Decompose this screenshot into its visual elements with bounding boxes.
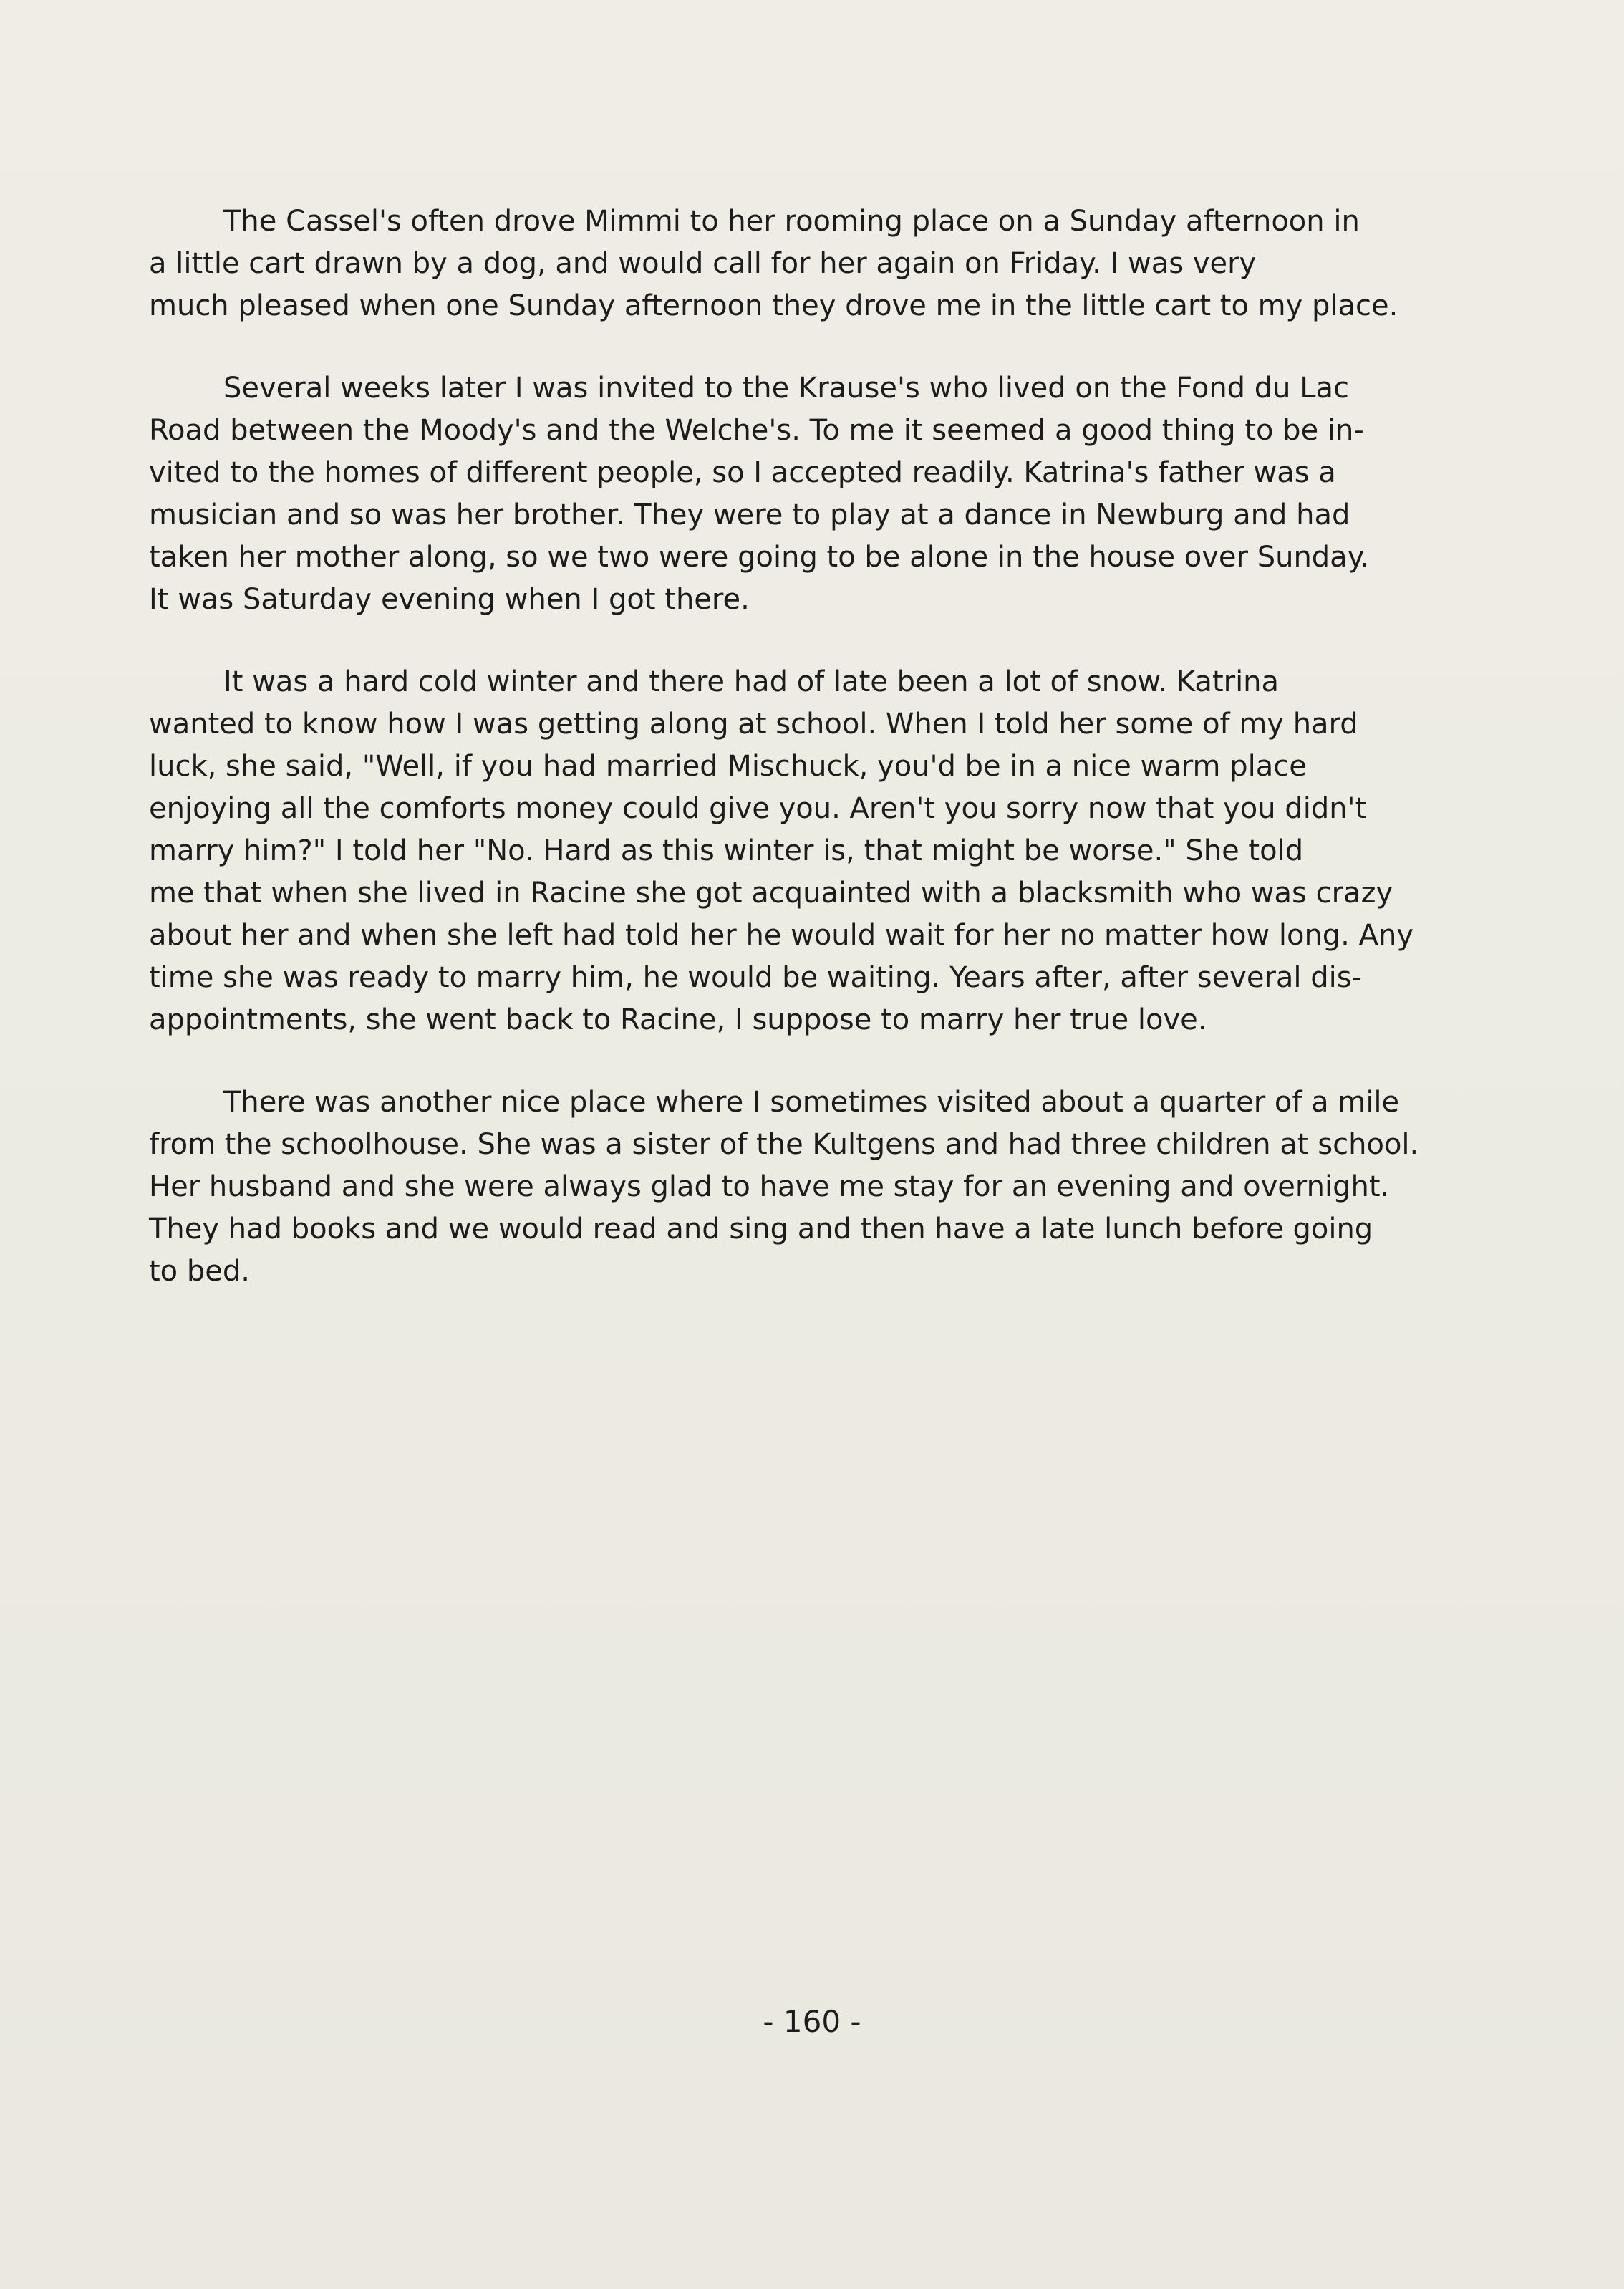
text-line: They had books and we would read and sing and then have a late lunch before going (149, 1213, 1373, 1245)
body-text (149, 201, 1552, 1333)
text-line: to bed. (149, 1255, 250, 1288)
text-line: There was another nice place where I sometimes visited about a quarter of a mile (223, 1086, 1400, 1119)
text-line: Several weeks later I was invited to the Krause's who lived on the Fond du Lac (223, 372, 1350, 405)
paragraph-krause-visit (149, 367, 1552, 621)
text-line: me that when she lived in Racine she got acquainted with a blacksmith who was crazy (149, 877, 1393, 910)
text-line: Road between the Moody's and the Welche's. To me it seemed a good thing to be in- (149, 414, 1364, 447)
paragraph-winter-conversation (149, 661, 1552, 1041)
text-line: It was a hard cold winter and there had of late been a lot of snow. Katrina (223, 665, 1280, 698)
text-line: much pleased when one Sunday afternoon they drove me in the little cart to my place. (149, 289, 1398, 322)
paragraph-cassel-cart (149, 201, 1552, 327)
text-line: The Cassel's often drove Mimmi to her rooming place on a Sunday afternoon in (223, 205, 1360, 238)
text-line: from the schoolhouse. She was a sister of the Kultgens and had three children at school. (149, 1128, 1419, 1161)
text-line: vited to the homes of different people, so I accepted readily. Katrina's father was a (149, 456, 1336, 489)
text-line: enjoying all the comforts money could give you. Aren't you sorry now that you didn't (149, 792, 1367, 825)
text-line: a little cart drawn by a dog, and would call for her again on Friday. I was very (149, 247, 1257, 280)
paragraph-kultgens-sister (149, 1081, 1552, 1293)
text-line: about her and when she left had told her he would wait for her no matter how long. Any (149, 919, 1413, 952)
text-line: time she was ready to marry him, he would be waiting. Years after, after several dis- (149, 961, 1363, 994)
text-line: taken her mother along, so we two were going to be alone in the house over Sunday. (149, 541, 1370, 574)
text-line: It was Saturday evening when I got there. (149, 583, 750, 616)
page-number: - 160 - (763, 2004, 861, 2039)
text-line: luck, she said, "Well, if you had married Mischuck, you'd be in a nice warm place (149, 750, 1307, 783)
text-line: wanted to know how I was getting along at school. When I told her some of my hard (149, 708, 1358, 741)
text-line: musician and so was her brother. They were to play at a dance in Newburg and had (149, 498, 1350, 531)
text-line: marry him?" I told her "No. Hard as this winter is, that might be worse." She told (149, 834, 1304, 867)
text-line: Her husband and she were always glad to have me stay for an evening and overnight. (149, 1170, 1390, 1203)
text-line: appointments, she went back to Racine, I suppose to marry her true love. (149, 1003, 1207, 1036)
